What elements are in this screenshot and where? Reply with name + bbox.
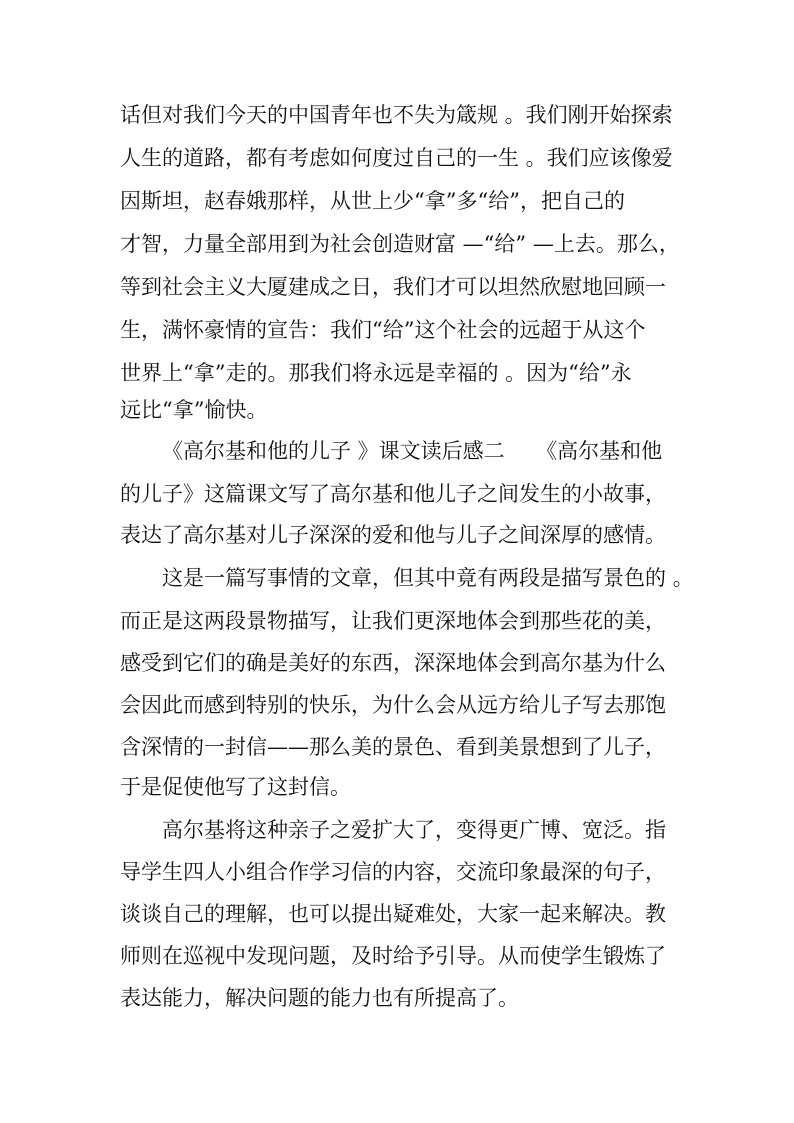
text-line: 表达了高尔基对儿子深深的爱和他与儿子之间深厚的感情。 xyxy=(120,523,666,547)
text-line: 等到社会主义大厦建成之日，我们才可以坦然欣慰地回顾一 xyxy=(120,275,666,299)
text-line: 导学生四人小组合作学习信的内容，交流印象最深的句子， xyxy=(120,860,666,884)
text-line: 因斯坦，赵春娥那样，从世上少“拿”多“给”，把自己的 xyxy=(120,189,625,213)
text-line: 含深情的一封信——那么美的景色、看到美景想到了儿子， xyxy=(120,735,666,759)
text-line: 表达能力，解决问题的能力也有所提高了。 xyxy=(120,986,519,1010)
text-line: 于是促使他写了这封信。 xyxy=(120,775,351,799)
text-line: 师则在巡视中发现问题，及时给予引导。从而使学生锻炼了 xyxy=(120,944,666,968)
text-line: 感受到它们的确是美好的东西，深深地体会到高尔基为什么 xyxy=(120,651,666,675)
text-line: 高尔基将这种亲子之爱扩大了，变得更广博、宽泛。指 xyxy=(162,818,666,842)
section-heading-line: 《高尔基和他的儿子 》课文读后感二 《高尔基和他 xyxy=(162,439,663,463)
text-line: 谈谈自己的理解，也可以提出疑难处，大家一起来解决。教 xyxy=(120,902,666,926)
text-line: 生，满怀豪情的宣告：我们“给”这个社会的远超于从这个 xyxy=(120,318,646,342)
text-line: 才智，力量全部用到为社会创造财富 —“给” —上去。那么， xyxy=(120,232,680,256)
text-line: 话但对我们今天的中国青年也不失为箴规 。我们刚开始探索 xyxy=(120,103,673,127)
text-line: 的儿子》这篇课文写了高尔基和他儿子之间发生的小故事， xyxy=(120,482,666,506)
text-line: 人生的道路，都有考虑如何度过自己的一生 。我们应该像爱 xyxy=(120,146,673,170)
text-line: 世界上“拿”走的。那我们将永远是幸福的 。因为“给”永 xyxy=(120,361,632,385)
text-line: 这是一篇写事情的文章，但其中竟有两段是描写景色的 。 xyxy=(162,566,694,590)
text-line: 而正是这两段景物描写，让我们更深地体会到那些花的美， xyxy=(120,609,666,633)
text-line: 远比“拿”愉快。 xyxy=(120,398,268,422)
text-line: 会因此而感到特别的快乐，为什么会从远方给儿子写去那饱 xyxy=(120,693,666,717)
